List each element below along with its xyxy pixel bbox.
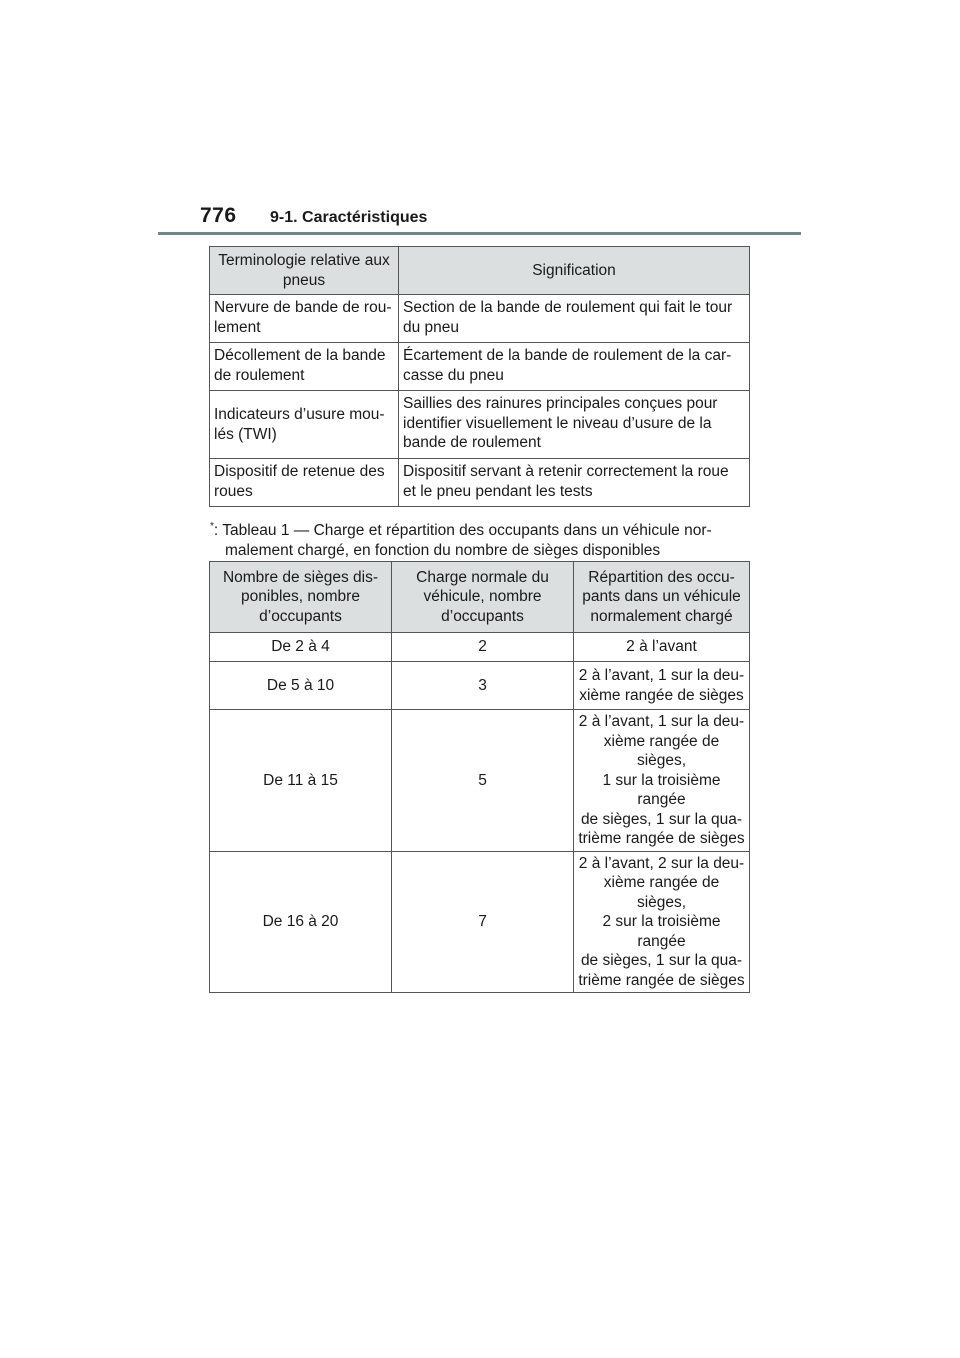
term-cell: Indicateurs d’usure mou- lés (TWI) — [210, 391, 399, 459]
page-number: 776 — [200, 204, 237, 227]
footnote-line-2: malement chargé, en fonction du nombre de sièges disponibles — [225, 541, 661, 559]
table-row — [210, 391, 750, 459]
seats-cell: De 16 à 20 — [210, 851, 392, 993]
footnote-marker: * — [210, 521, 214, 532]
load-cell: 2 — [392, 633, 574, 662]
distribution-cell: 2 à l’avant, 2 sur la deu- xième rangée de sièges, 2 sur la troisième rangée de sièges, 1 sur la qua- trième rangée de sièges — [574, 851, 750, 993]
term-cell: Décollement de la bande de roulement — [210, 343, 399, 391]
meaning-cell: Section de la bande de roulement qui fait le tour du pneu — [399, 295, 750, 343]
column-header-terminology: Terminologie relative aux pneus — [210, 247, 399, 295]
table-row — [210, 343, 750, 391]
column-header-meaning: Signification — [399, 247, 750, 295]
tire-terminology-table — [209, 246, 750, 507]
column-header-seats: Nombre de sièges dis- ponibles, nombre d’occupants — [210, 562, 392, 633]
column-header-distribution: Répartition des occu- pants dans un véhicule normalement chargé — [574, 562, 750, 633]
table-row — [210, 459, 750, 507]
load-cell: 7 — [392, 851, 574, 993]
table-row — [210, 710, 750, 852]
footnote-line-1: : Tableau 1 — Charge et répartition des occupants dans un véhicule nor- — [213, 522, 712, 540]
seats-cell: De 5 à 10 — [210, 662, 392, 710]
meaning-cell: Écartement de la bande de roulement de la car- casse du pneu — [399, 343, 750, 391]
occupant-load-table — [209, 561, 750, 993]
distribution-cell: 2 à l’avant — [574, 633, 750, 662]
distribution-cell: 2 à l’avant, 1 sur la deu- xième rangée de sièges — [574, 662, 750, 710]
load-cell: 5 — [392, 710, 574, 852]
seats-cell: De 11 à 15 — [210, 710, 392, 852]
column-header-load: Charge normale du véhicule, nombre d’occupants — [392, 562, 574, 633]
table-row — [210, 662, 750, 710]
seats-cell: De 2 à 4 — [210, 633, 392, 662]
table-header-row — [210, 562, 750, 633]
table-row — [210, 295, 750, 343]
section-title: 9-1. Caractéristiques — [270, 209, 428, 226]
term-cell: Nervure de bande de rou- lement — [210, 295, 399, 343]
meaning-cell: Saillies des rainures principales conçues pour identifier visuellement le niveau d’usure de la bande de roulement — [399, 391, 750, 459]
table-header-row — [210, 247, 750, 295]
load-cell: 3 — [392, 662, 574, 710]
table-row — [210, 851, 750, 993]
term-cell: Dispositif de retenue des roues — [210, 459, 399, 507]
meaning-cell: Dispositif servant à retenir correctement la roue et le pneu pendant les tests — [399, 459, 750, 507]
footnote — [210, 517, 755, 560]
distribution-cell: 2 à l’avant, 1 sur la deu- xième rangée de sièges, 1 sur la troisième rangée de sièges, 1 sur la qua- trième rangée de sièges — [574, 710, 750, 852]
header-rule — [158, 232, 801, 235]
table-row — [210, 633, 750, 662]
